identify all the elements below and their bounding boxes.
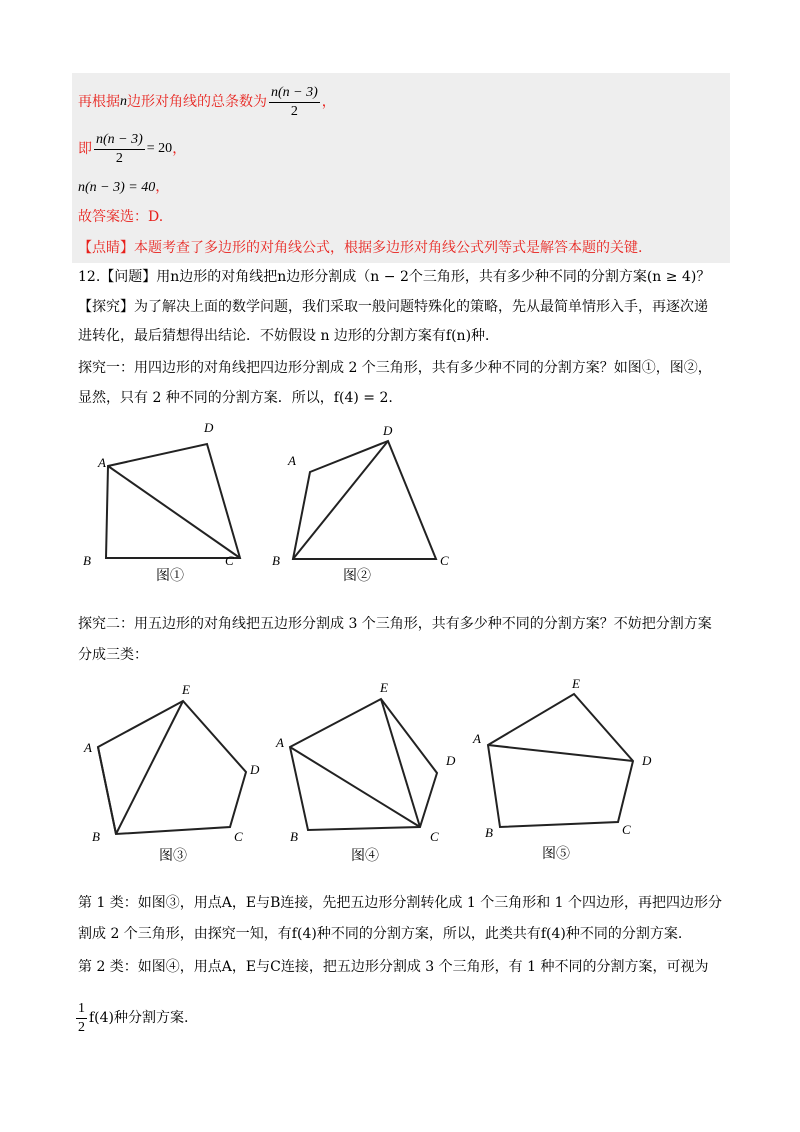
fraction-denominator: 2 bbox=[290, 103, 298, 119]
pentagon-diagram-5 bbox=[470, 675, 680, 865]
q12-line-1: 12.【问题】用n边形的对角线把n边形分割成（n − 2个三角形，共有多少种不同的分割方案(n ≥ 4)？ bbox=[78, 269, 711, 285]
figure-3 bbox=[78, 680, 278, 874]
vertex-label-a: A bbox=[276, 735, 284, 750]
answer-line-2 bbox=[78, 129, 186, 169]
vertex-label-c: C bbox=[440, 553, 449, 568]
vertex-label-d: D bbox=[204, 420, 214, 435]
vertex-label-c: C bbox=[430, 829, 439, 844]
one-half-fraction bbox=[76, 1000, 87, 1037]
q12-line-2: 【探究】为了解决上面的数学问题，我们采取一般问题特殊化的策略，先从最简单情形入手，再逐次递 bbox=[78, 299, 708, 315]
quadrilateral-outline bbox=[293, 441, 436, 559]
quadrilateral-diagram-2 bbox=[270, 415, 470, 585]
fraction-denominator: 2 bbox=[78, 1019, 85, 1035]
answer-line-1-fraction bbox=[269, 84, 320, 121]
vertex-label-e: E bbox=[380, 680, 388, 695]
figure-caption: 图④ bbox=[351, 849, 379, 864]
diagonal-be bbox=[116, 701, 183, 834]
vertex-label-b: B bbox=[290, 829, 298, 844]
answer-line-1-n: n bbox=[120, 94, 127, 109]
fraction-numerator: n(n − 3) bbox=[94, 131, 145, 150]
pentagon-diagram-3 bbox=[78, 680, 278, 870]
vertex-label-a: A bbox=[98, 455, 106, 470]
side-ab bbox=[98, 747, 116, 834]
answer-line-1-text: 边形对角线的总条数为 bbox=[127, 94, 267, 110]
answer-line-4: 故答案选：D. bbox=[78, 209, 164, 225]
q12-line-5: 显然，只有 2 种不同的分割方案．所以，f(4) = 2. bbox=[78, 390, 393, 406]
answer-line-2-prefix: 即 bbox=[78, 141, 92, 157]
vertex-label-d: D bbox=[250, 762, 260, 777]
answer-line-1-tail: ， bbox=[321, 94, 336, 110]
q12-line-11 bbox=[74, 998, 188, 1038]
vertex-label-b: B bbox=[83, 553, 91, 568]
q12-line-6: 探究二：用五边形的对角线把五边形分割成 3 个三角形，共有多少种不同的分割方案？不妨把分割方案 bbox=[78, 616, 712, 632]
figure-1 bbox=[78, 415, 258, 589]
diagonal-ec bbox=[381, 699, 420, 827]
answer-line-5: 【点睛】本题考查了多边形的对角线公式，根据多边形对角线公式列等式是解答本题的关键. bbox=[78, 240, 643, 256]
figure-caption: 图② bbox=[343, 569, 371, 584]
answer-line-1 bbox=[78, 82, 336, 122]
vertex-label-c: C bbox=[225, 553, 234, 568]
fraction-denominator: 2 bbox=[115, 150, 123, 166]
vertex-label-b: B bbox=[92, 829, 100, 844]
q12-line-9: 割成 2 个三角形，由探究一知，有f(4)种不同的分割方案，所以，此类共有f(4)种不同的分割方案. bbox=[78, 926, 683, 942]
pentagon-diagram-4 bbox=[270, 680, 470, 870]
vertex-label-e: E bbox=[572, 676, 580, 691]
answer-line-3-tail: ， bbox=[155, 179, 170, 195]
answer-line-2-fraction bbox=[94, 131, 145, 168]
figure-4 bbox=[270, 680, 470, 874]
diagonal-ad bbox=[488, 745, 633, 761]
vertex-label-d: D bbox=[642, 753, 652, 768]
vertex-label-c: C bbox=[622, 822, 631, 837]
quadrilateral-diagram-1 bbox=[78, 415, 258, 585]
answer-line-2-eq: = 20 bbox=[146, 141, 173, 156]
diagonal-bd bbox=[293, 441, 388, 559]
figure-caption: 图③ bbox=[159, 849, 187, 864]
vertex-label-d: D bbox=[383, 423, 393, 438]
vertex-label-a: A bbox=[84, 740, 92, 755]
q12-line-8: 第 1 类：如图③，用点A，E与B连接，先把五边形分割转化成 1 个三角形和 1 个四边形，再把四边形分 bbox=[78, 895, 723, 911]
figure-caption: 图① bbox=[156, 569, 184, 584]
figure-2 bbox=[270, 415, 470, 589]
vertex-label-b: B bbox=[485, 825, 493, 840]
diagonal-ac bbox=[290, 747, 420, 827]
vertex-label-c: C bbox=[234, 829, 243, 844]
vertex-label-a: A bbox=[288, 453, 296, 468]
q12-line-7: 分成三类： bbox=[78, 647, 148, 663]
figure-5 bbox=[470, 675, 680, 869]
quadrilateral-outline bbox=[106, 444, 240, 558]
vertex-label-a: A bbox=[473, 731, 481, 746]
answer-line-2-tail: ， bbox=[172, 141, 187, 157]
pentagon-outline bbox=[488, 694, 633, 827]
vertex-label-d: D bbox=[446, 753, 456, 768]
q12-line-11-tail: f(4)种分割方案. bbox=[89, 1010, 189, 1026]
q12-line-4: 探究一：用四边形的对角线把四边形分割成 2 个三角形，共有多少种不同的分割方案？如图①，图②， bbox=[78, 360, 712, 376]
answer-line-3 bbox=[78, 177, 169, 198]
answer-line-1-prefix: 再根据 bbox=[78, 94, 120, 110]
figure-caption: 图⑤ bbox=[542, 847, 570, 862]
fraction-numerator: 1 bbox=[76, 1000, 87, 1019]
vertex-label-b: B bbox=[272, 553, 280, 568]
answer-line-3-eq: n(n − 3) = 40 bbox=[78, 180, 156, 195]
vertex-label-e: E bbox=[182, 682, 190, 697]
q12-line-3: 进转化，最后猜想得出结论．不妨假设 n 边形的分割方案有f(n)种． bbox=[78, 328, 500, 344]
diagonal-ac bbox=[108, 466, 240, 558]
fraction-numerator: n(n − 3) bbox=[269, 84, 320, 103]
q12-line-10: 第 2 类：如图④，用点A，E与C连接，把五边形分割成 3 个三角形，有 1 种不同的分割方案，可视为 bbox=[78, 959, 709, 975]
